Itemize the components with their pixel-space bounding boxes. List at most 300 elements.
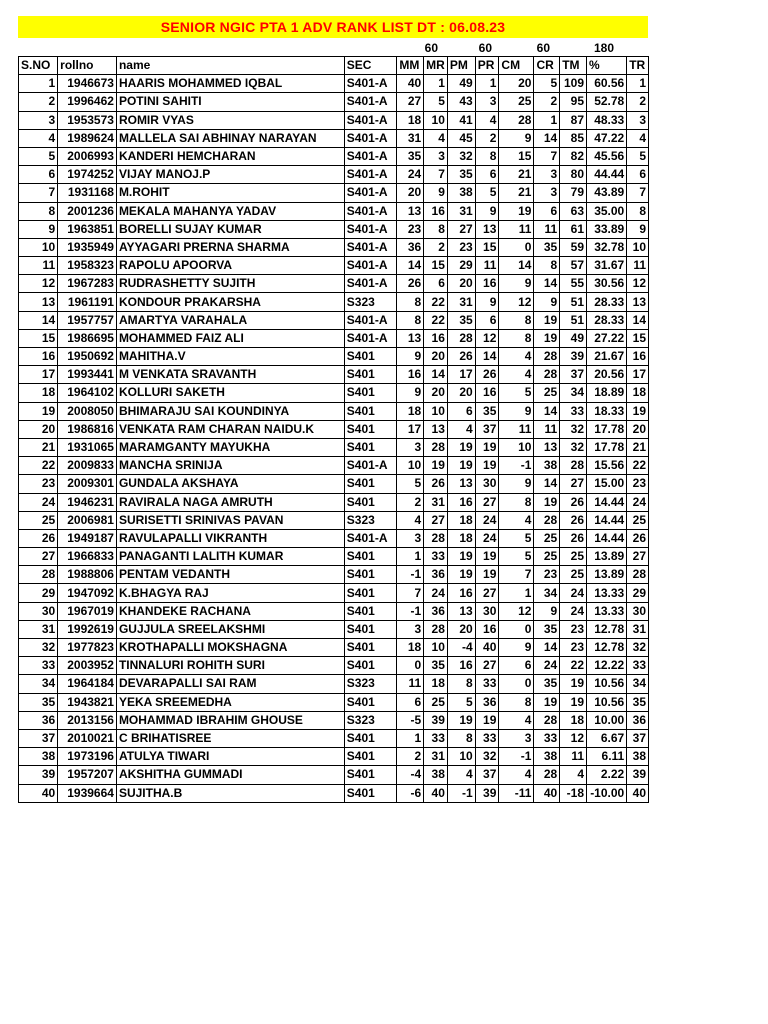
table-row xyxy=(19,275,649,293)
cell-tm: 49 xyxy=(560,329,587,347)
cell-cr: 7 xyxy=(534,147,560,165)
cell-sec: S401 xyxy=(344,693,397,711)
cell-percent: 47.22 xyxy=(587,129,627,147)
cell-sno: 3 xyxy=(19,111,58,129)
cell-name: M VENKATA SRAVANTH xyxy=(116,366,344,384)
cell-tr: 31 xyxy=(627,620,649,638)
cell-tr: 30 xyxy=(627,602,649,620)
cell-tr: 38 xyxy=(627,748,649,766)
cell-mm: 31 xyxy=(397,129,424,147)
cell-mr: 24 xyxy=(424,584,448,602)
cell-pr: 37 xyxy=(475,766,499,784)
cell-sno: 6 xyxy=(19,166,58,184)
cell-mr: 15 xyxy=(424,257,448,275)
cell-sno: 29 xyxy=(19,584,58,602)
cell-sec: S323 xyxy=(344,675,397,693)
cell-sec: S401-A xyxy=(344,529,397,547)
cell-name: GUJJULA SREELAKSHMI xyxy=(116,620,344,638)
cell-rollno: 1947092 xyxy=(58,584,117,602)
cell-sec: S401-A xyxy=(344,329,397,347)
table-row xyxy=(19,129,649,147)
cell-name: KOLLURI SAKETH xyxy=(116,384,344,402)
cell-rollno: 2006981 xyxy=(58,511,117,529)
cell-pm: 16 xyxy=(447,657,475,675)
cell-cr: 38 xyxy=(534,457,560,475)
cell-pr: 4 xyxy=(475,111,499,129)
cell-name: VIJAY MANOJ.P xyxy=(116,166,344,184)
cell-name: RAVIRALA NAGA AMRUTH xyxy=(116,493,344,511)
column-header-mm: MM xyxy=(397,57,424,75)
cell-tr: 12 xyxy=(627,275,649,293)
cell-tr: 26 xyxy=(627,529,649,547)
cell-mm: 11 xyxy=(397,675,424,693)
cell-tr: 18 xyxy=(627,384,649,402)
cell-sec: S401-A xyxy=(344,166,397,184)
cell-cm: 20 xyxy=(499,75,534,93)
cell-tm: 24 xyxy=(560,602,587,620)
cell-tr: 28 xyxy=(627,566,649,584)
cell-name: AYYAGARI PRERNA SHARMA xyxy=(116,238,344,256)
cell-rollno: 1988806 xyxy=(58,566,117,584)
cell-sec: S401-A xyxy=(344,93,397,111)
cell-percent: 13.33 xyxy=(587,584,627,602)
table-row xyxy=(19,493,649,511)
cell-name: KANDERI HEMCHARAN xyxy=(116,147,344,165)
cell-pr: 16 xyxy=(475,620,499,638)
cell-rollno: 2001236 xyxy=(58,202,117,220)
cell-sec: S401 xyxy=(344,348,397,366)
cell-sec: S401 xyxy=(344,548,397,566)
cell-mr: 20 xyxy=(424,348,448,366)
column-header-name: name xyxy=(116,57,344,75)
cell-tr: 13 xyxy=(627,293,649,311)
cell-percent: 60.56 xyxy=(587,75,627,93)
table-row xyxy=(19,711,649,729)
cell-mr: 3 xyxy=(424,147,448,165)
cell-pm: 19 xyxy=(447,438,475,456)
cell-percent: 31.67 xyxy=(587,257,627,275)
cell-cr: 14 xyxy=(534,639,560,657)
cell-pm: 45 xyxy=(447,129,475,147)
cell-pm: 16 xyxy=(447,493,475,511)
cell-percent: 17.78 xyxy=(587,420,627,438)
cell-cm: 15 xyxy=(499,147,534,165)
cell-sno: 10 xyxy=(19,238,58,256)
cell-name: MANCHA SRINIJA xyxy=(116,457,344,475)
cell-mr: 36 xyxy=(424,566,448,584)
cell-sno: 31 xyxy=(19,620,58,638)
cell-sno: 35 xyxy=(19,693,58,711)
cell-rollno: 1963851 xyxy=(58,220,117,238)
cell-cm: -1 xyxy=(499,748,534,766)
cell-sec: S401 xyxy=(344,366,397,384)
cell-tr: 2 xyxy=(627,93,649,111)
cell-cr: 9 xyxy=(534,602,560,620)
cell-name: MOHAMMAD IBRAHIM GHOUSE xyxy=(116,711,344,729)
cell-tm: -18 xyxy=(560,784,587,802)
cell-percent: 44.44 xyxy=(587,166,627,184)
cell-pm: 4 xyxy=(447,766,475,784)
cell-sec: S401 xyxy=(344,784,397,802)
cell-mr: 18 xyxy=(424,675,448,693)
cell-percent: -10.00 xyxy=(587,784,627,802)
cell-sec: S401-A xyxy=(344,75,397,93)
cell-tr: 4 xyxy=(627,129,649,147)
cell-cm: 28 xyxy=(499,111,534,129)
cell-cr: 3 xyxy=(534,166,560,184)
cell-pr: 2 xyxy=(475,129,499,147)
cell-tm: 61 xyxy=(560,220,587,238)
cell-sec: S401 xyxy=(344,420,397,438)
cell-mm: -6 xyxy=(397,784,424,802)
cell-mr: 8 xyxy=(424,220,448,238)
cell-cm: 8 xyxy=(499,693,534,711)
cell-tm: 19 xyxy=(560,675,587,693)
cell-name: BORELLI SUJAY KUMAR xyxy=(116,220,344,238)
cell-percent: 15.00 xyxy=(587,475,627,493)
cell-cr: 35 xyxy=(534,675,560,693)
cell-mm: 5 xyxy=(397,475,424,493)
cell-rollno: 1974252 xyxy=(58,166,117,184)
cell-pr: 33 xyxy=(475,675,499,693)
cell-cm: 0 xyxy=(499,620,534,638)
cell-mm: 35 xyxy=(397,147,424,165)
cell-cr: 28 xyxy=(534,766,560,784)
cell-pm: 17 xyxy=(447,366,475,384)
cell-cm: 8 xyxy=(499,329,534,347)
cell-cm: 8 xyxy=(499,493,534,511)
cell-pm: -1 xyxy=(447,784,475,802)
cell-pr: 19 xyxy=(475,548,499,566)
cell-mr: 40 xyxy=(424,784,448,802)
cell-percent: 10.56 xyxy=(587,675,627,693)
cell-mm: 6 xyxy=(397,693,424,711)
cell-sno: 18 xyxy=(19,384,58,402)
column-header-cr: CR xyxy=(534,57,560,75)
cell-rollno: 1957757 xyxy=(58,311,117,329)
cell-tr: 17 xyxy=(627,366,649,384)
cell-percent: 6.67 xyxy=(587,729,627,747)
cell-cr: 14 xyxy=(534,402,560,420)
table-header-row xyxy=(19,57,649,75)
cell-rollno: 1986816 xyxy=(58,420,117,438)
cell-sno: 22 xyxy=(19,457,58,475)
cell-cm: 4 xyxy=(499,366,534,384)
cell-name: MALLELA SAI ABHINAY NARAYAN xyxy=(116,129,344,147)
cell-pr: 16 xyxy=(475,275,499,293)
cell-cr: 35 xyxy=(534,620,560,638)
cell-pr: 33 xyxy=(475,729,499,747)
table-row xyxy=(19,675,649,693)
cell-percent: 6.11 xyxy=(587,748,627,766)
cell-sno: 30 xyxy=(19,602,58,620)
cell-name: KROTHAPALLI MOKSHAGNA xyxy=(116,639,344,657)
cell-pm: 13 xyxy=(447,475,475,493)
cell-pr: 30 xyxy=(475,602,499,620)
cell-mr: 22 xyxy=(424,311,448,329)
cell-sno: 15 xyxy=(19,329,58,347)
cell-name: MARAMGANTY MAYUKHA xyxy=(116,438,344,456)
cell-cr: 11 xyxy=(534,420,560,438)
column-header-sno: S.NO xyxy=(19,57,58,75)
cell-cr: 9 xyxy=(534,293,560,311)
sheet-title: SENIOR NGIC PTA 1 ADV RANK LIST DT : 06.08.23 xyxy=(18,16,648,38)
cell-name: MEKALA MAHANYA YADAV xyxy=(116,202,344,220)
cell-sno: 8 xyxy=(19,202,58,220)
cell-percent: 12.78 xyxy=(587,620,627,638)
cell-cm: 11 xyxy=(499,420,534,438)
cell-cr: 19 xyxy=(534,311,560,329)
cell-rollno: 1967283 xyxy=(58,275,117,293)
cell-tr: 21 xyxy=(627,438,649,456)
table-row xyxy=(19,111,649,129)
cell-percent: 13.33 xyxy=(587,602,627,620)
cell-name: RUDRASHETTY SUJITH xyxy=(116,275,344,293)
cell-mr: 20 xyxy=(424,384,448,402)
column-header-cm: CM xyxy=(499,57,534,75)
cell-cr: 24 xyxy=(534,657,560,675)
cell-rollno: 1961191 xyxy=(58,293,117,311)
cell-sno: 13 xyxy=(19,293,58,311)
cell-sec: S401-A xyxy=(344,111,397,129)
cell-percent: 33.89 xyxy=(587,220,627,238)
cell-mm: 2 xyxy=(397,748,424,766)
cell-pm: 35 xyxy=(447,311,475,329)
cell-pr: 27 xyxy=(475,584,499,602)
cell-pm: 26 xyxy=(447,348,475,366)
cell-percent: 35.00 xyxy=(587,202,627,220)
cell-cm: 4 xyxy=(499,511,534,529)
cell-mr: 35 xyxy=(424,657,448,675)
cell-cr: 2 xyxy=(534,93,560,111)
cell-mm: 8 xyxy=(397,293,424,311)
cell-rollno: 1931065 xyxy=(58,438,117,456)
cell-cr: 19 xyxy=(534,329,560,347)
cell-rollno: 2013156 xyxy=(58,711,117,729)
cell-pm: 18 xyxy=(447,529,475,547)
cell-sno: 1 xyxy=(19,75,58,93)
cell-tr: 35 xyxy=(627,693,649,711)
cell-pr: 19 xyxy=(475,711,499,729)
cell-cr: 5 xyxy=(534,75,560,93)
cell-sec: S323 xyxy=(344,711,397,729)
cell-tr: 36 xyxy=(627,711,649,729)
cell-pm: 20 xyxy=(447,275,475,293)
cell-pm: 20 xyxy=(447,384,475,402)
cell-tm: 51 xyxy=(560,293,587,311)
cell-mr: 38 xyxy=(424,766,448,784)
cell-sec: S401-A xyxy=(344,147,397,165)
cell-cm: 9 xyxy=(499,402,534,420)
cell-tm: 11 xyxy=(560,748,587,766)
cell-tm: 23 xyxy=(560,639,587,657)
cell-pm: 20 xyxy=(447,620,475,638)
table-row xyxy=(19,584,649,602)
cell-sec: S401 xyxy=(344,566,397,584)
cell-rollno: 1966833 xyxy=(58,548,117,566)
cell-cm: 12 xyxy=(499,293,534,311)
cell-percent: 10.00 xyxy=(587,711,627,729)
cell-pr: 26 xyxy=(475,366,499,384)
cell-sno: 34 xyxy=(19,675,58,693)
cell-pr: 39 xyxy=(475,784,499,802)
cell-mm: 13 xyxy=(397,329,424,347)
cell-mr: 6 xyxy=(424,275,448,293)
cell-name: DEVARAPALLI SAI RAM xyxy=(116,675,344,693)
cell-tr: 6 xyxy=(627,166,649,184)
cell-pr: 9 xyxy=(475,293,499,311)
cell-name: TINNALURI ROHITH SURI xyxy=(116,657,344,675)
cell-cr: 13 xyxy=(534,438,560,456)
cell-pm: 19 xyxy=(447,457,475,475)
cell-mr: 1 xyxy=(424,75,448,93)
cell-rollno: 1989624 xyxy=(58,129,117,147)
cell-sno: 32 xyxy=(19,639,58,657)
cell-percent: 2.22 xyxy=(587,766,627,784)
cell-rollno: 1993441 xyxy=(58,366,117,384)
cell-rollno: 1986695 xyxy=(58,329,117,347)
cell-pr: 15 xyxy=(475,238,499,256)
cell-sno: 20 xyxy=(19,420,58,438)
cell-sno: 39 xyxy=(19,766,58,784)
cell-sec: S401 xyxy=(344,657,397,675)
cell-mr: 31 xyxy=(424,493,448,511)
cell-tm: 37 xyxy=(560,366,587,384)
cell-pr: 19 xyxy=(475,566,499,584)
cell-sno: 7 xyxy=(19,184,58,202)
cell-rollno: 1931168 xyxy=(58,184,117,202)
cell-mm: 16 xyxy=(397,366,424,384)
cell-mm: 3 xyxy=(397,529,424,547)
cell-name: RAVULAPALLI VIKRANTH xyxy=(116,529,344,547)
cell-sno: 33 xyxy=(19,657,58,675)
cell-tm: 85 xyxy=(560,129,587,147)
cell-tr: 14 xyxy=(627,311,649,329)
cell-rollno: 1935949 xyxy=(58,238,117,256)
cell-cr: 8 xyxy=(534,257,560,275)
cell-cm: 4 xyxy=(499,711,534,729)
cell-name: SUJITHA.B xyxy=(116,784,344,802)
cell-pr: 6 xyxy=(475,311,499,329)
cell-cr: 25 xyxy=(534,548,560,566)
cell-tr: 27 xyxy=(627,548,649,566)
cell-percent: 28.33 xyxy=(587,311,627,329)
column-header-sec: SEC xyxy=(344,57,397,75)
cell-sec: S401 xyxy=(344,729,397,747)
cell-cr: 40 xyxy=(534,784,560,802)
cell-pr: 6 xyxy=(475,166,499,184)
cell-name: KONDOUR PRAKARSHA xyxy=(116,293,344,311)
cell-tm: 26 xyxy=(560,493,587,511)
cell-tm: 26 xyxy=(560,529,587,547)
cell-mm: 9 xyxy=(397,348,424,366)
cell-mr: 10 xyxy=(424,402,448,420)
cell-sno: 26 xyxy=(19,529,58,547)
cell-name: AKSHITHA GUMMADI xyxy=(116,766,344,784)
cell-mm: 40 xyxy=(397,75,424,93)
table-row xyxy=(19,420,649,438)
cell-mm: 7 xyxy=(397,584,424,602)
cell-name: AMARTYA VARAHALA xyxy=(116,311,344,329)
cell-cm: 12 xyxy=(499,602,534,620)
cell-rollno: 1939664 xyxy=(58,784,117,802)
table-row xyxy=(19,475,649,493)
cell-tr: 5 xyxy=(627,147,649,165)
cell-pr: 24 xyxy=(475,511,499,529)
cell-percent: 12.78 xyxy=(587,639,627,657)
table-row xyxy=(19,729,649,747)
cell-pr: 13 xyxy=(475,220,499,238)
cell-pm: 8 xyxy=(447,729,475,747)
cell-mm: -5 xyxy=(397,711,424,729)
cell-name: PENTAM VEDANTH xyxy=(116,566,344,584)
cell-cr: 11 xyxy=(534,220,560,238)
cell-mm: -1 xyxy=(397,602,424,620)
cell-cm: 11 xyxy=(499,220,534,238)
cell-cm: 21 xyxy=(499,166,534,184)
cell-mm: 13 xyxy=(397,202,424,220)
cell-sec: S401-A xyxy=(344,238,397,256)
cell-mr: 33 xyxy=(424,548,448,566)
cell-mm: 2 xyxy=(397,493,424,511)
cell-rollno: 1950692 xyxy=(58,348,117,366)
cell-tr: 34 xyxy=(627,675,649,693)
cell-pr: 37 xyxy=(475,420,499,438)
cell-mm: 14 xyxy=(397,257,424,275)
cell-mr: 36 xyxy=(424,602,448,620)
table-row xyxy=(19,147,649,165)
cell-cm: 4 xyxy=(499,766,534,784)
cell-name: BHIMARAJU SAI KOUNDINYA xyxy=(116,402,344,420)
cell-mm: -1 xyxy=(397,566,424,584)
cell-mr: 22 xyxy=(424,293,448,311)
cell-cm: 21 xyxy=(499,184,534,202)
cell-percent: 14.44 xyxy=(587,493,627,511)
cell-sec: S401-A xyxy=(344,457,397,475)
cell-tr: 25 xyxy=(627,511,649,529)
cell-rollno: 2009301 xyxy=(58,475,117,493)
cell-name: RAPOLU APOORVA xyxy=(116,257,344,275)
cell-sno: 11 xyxy=(19,257,58,275)
cell-cm: 4 xyxy=(499,348,534,366)
cell-cr: 35 xyxy=(534,238,560,256)
cell-tr: 33 xyxy=(627,657,649,675)
cell-rollno: 1946231 xyxy=(58,493,117,511)
cell-pr: 32 xyxy=(475,748,499,766)
cell-rollno: 1957207 xyxy=(58,766,117,784)
cell-sec: S401 xyxy=(344,766,397,784)
cell-tm: 18 xyxy=(560,711,587,729)
cell-percent: 45.56 xyxy=(587,147,627,165)
cell-tm: 95 xyxy=(560,93,587,111)
cell-pr: 27 xyxy=(475,657,499,675)
cell-cm: 9 xyxy=(499,475,534,493)
cell-pm: 10 xyxy=(447,748,475,766)
cell-tr: 16 xyxy=(627,348,649,366)
cell-mm: 26 xyxy=(397,275,424,293)
cell-percent: 13.89 xyxy=(587,566,627,584)
cell-pr: 5 xyxy=(475,184,499,202)
cell-sno: 4 xyxy=(19,129,58,147)
cell-cm: 5 xyxy=(499,548,534,566)
cell-cr: 28 xyxy=(534,511,560,529)
cell-pr: 8 xyxy=(475,147,499,165)
cell-sno: 25 xyxy=(19,511,58,529)
cell-pr: 12 xyxy=(475,329,499,347)
column-header-pm: PM xyxy=(447,57,475,75)
cell-sec: S401 xyxy=(344,475,397,493)
column-header-tr: TR xyxy=(627,57,649,75)
